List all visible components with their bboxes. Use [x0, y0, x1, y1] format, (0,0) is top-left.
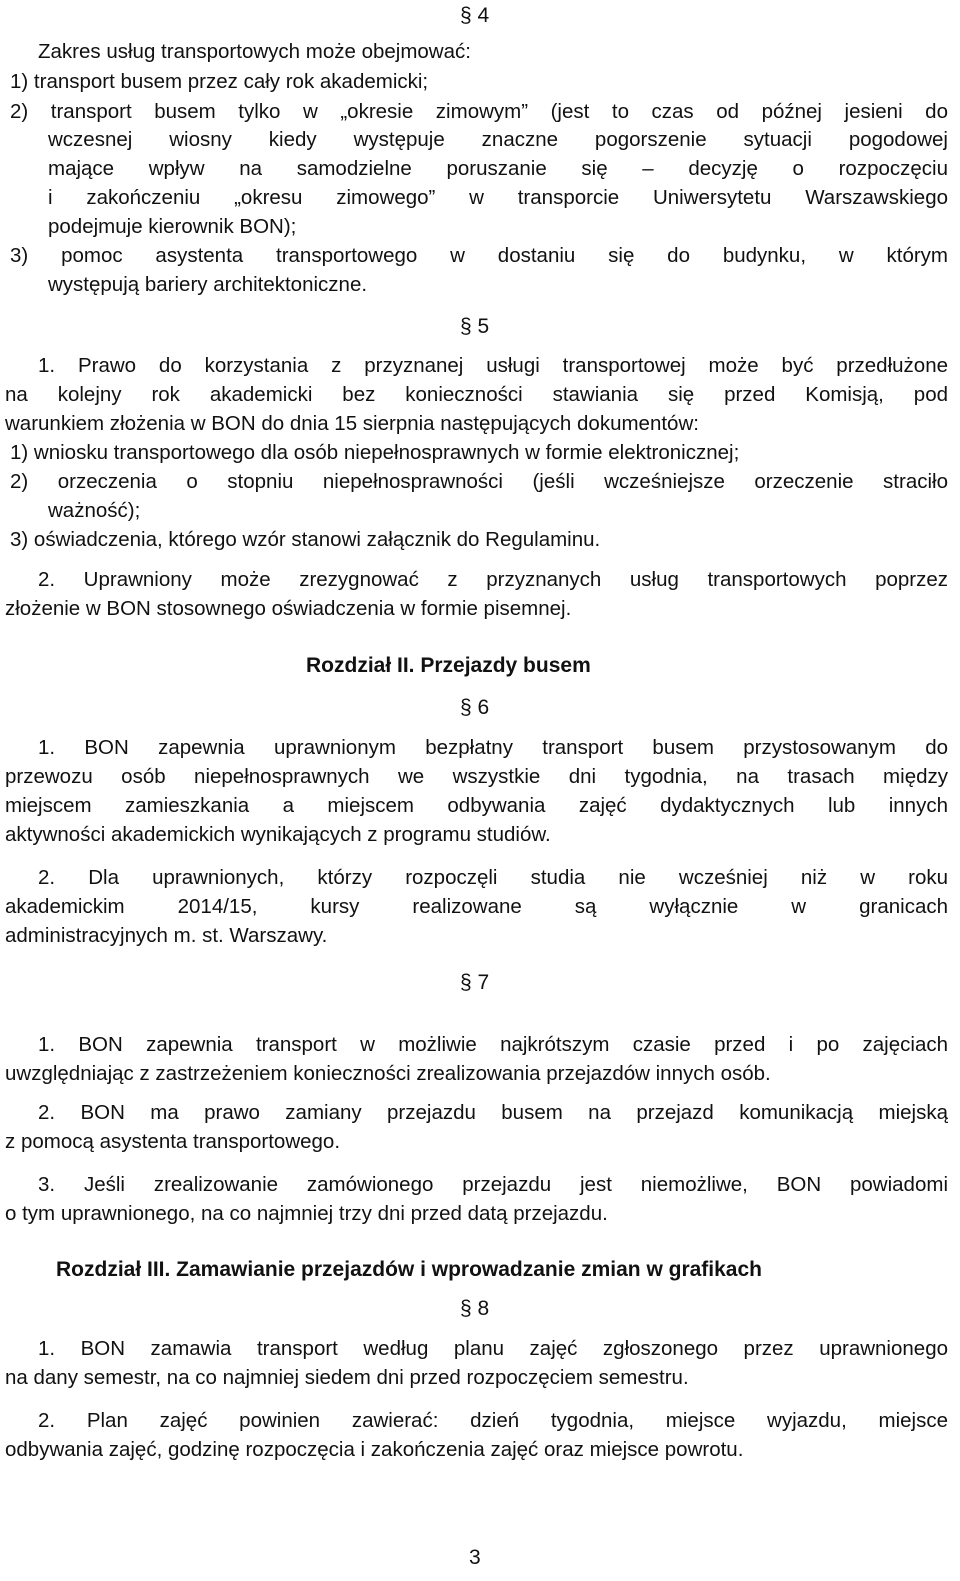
s8-p2-line-1: 2. Plan zajęć powinien zawierać: dzień tygodnia, miejsce wyjazdu, miejsce — [38, 1409, 948, 1432]
s5-item-2-line-2: ważność); — [48, 499, 141, 522]
s6-p2-line-2: akademickim 2014/15, kursy realizowane są wyłącznie w granicach — [5, 895, 948, 918]
s6-p1-line-1: 1. BON zapewnia uprawnionym bezpłatny transport busem przystosowanym do — [38, 736, 948, 759]
chapter-2-heading: Rozdział II. Przejazdy busem — [306, 654, 591, 677]
s4-item-2-line-5: podejmuje kierownik BON); — [48, 215, 297, 238]
s4-item-3-line-1: 3) pomoc asystenta transportowego w dostaniu się do budynku, w którym — [10, 244, 948, 267]
s5-p2-line-1: 2. Uprawniony może zrezygnować z przyznanych usług transportowych poprzez — [38, 568, 948, 591]
s4-item-2-line-3: mające wpływ na samodzielne poruszanie się – decyzję o rozpoczęciu — [48, 157, 948, 180]
s5-item-1: 1) wniosku transportowego dla osób niepełnosprawnych w formie elektronicznej; — [10, 441, 740, 464]
s6-p2-line-1: 2. Dla uprawnionych, którzy rozpoczęli studia nie wcześniej niż w roku — [38, 866, 948, 889]
s4-item-2-line-1: 2) transport busem tylko w „okresie zimowym” (jest to czas od późnej jesieni do — [10, 100, 948, 123]
s7-p3-line-2: o tym uprawnionego, na co najmniej trzy dni przed datą przejazdu. — [5, 1202, 608, 1225]
s7-p2-line-2: z pomocą asystenta transportowego. — [5, 1130, 341, 1153]
s4-intro: Zakres usług transportowych może obejmować: — [38, 40, 471, 63]
s5-p1-line-3: warunkiem złożenia w BON do dnia 15 sierpnia następujących dokumentów: — [5, 412, 699, 435]
s4-item-3-line-2: występują bariery architektoniczne. — [48, 273, 368, 296]
s4-item-2-line-2: wczesnej wiosny kiedy występuje znaczne pogorszenie sytuacji pogodowej — [48, 128, 948, 151]
s7-p2-line-1: 2. BON ma prawo zamiany przejazdu busem na przejazd komunikacją miejską — [38, 1101, 948, 1124]
s8-p2-line-2: odbywania zajęć, godzinę rozpoczęcia i zakończenia zajęć oraz miejsce powrotu. — [5, 1438, 744, 1461]
section-5-heading: § 5 — [460, 315, 490, 338]
s8-p1-line-2: na dany semestr, na co najmniej siedem dni przed rozpoczęciem semestru. — [5, 1366, 689, 1389]
section-8-heading: § 8 — [460, 1297, 490, 1320]
section-7-heading: § 7 — [460, 971, 490, 994]
s5-item-3: 3) oświadczenia, którego wzór stanowi załącznik do Regulaminu. — [10, 528, 601, 551]
section-4-heading: § 4 — [460, 4, 490, 27]
s5-item-2-line-1: 2) orzeczenia o stopniu niepełnosprawności (jeśli wcześniejsze orzeczenie straciło — [10, 470, 948, 493]
s8-p1-line-1: 1. BON zamawia transport według planu zajęć zgłoszonego przez uprawnionego — [38, 1337, 948, 1360]
s5-p1-line-2: na kolejny rok akademicki bez konieczności stawiania się przed Komisją, pod — [5, 383, 948, 406]
s6-p1-line-3: miejscem zamieszkania a miejscem odbywania zajęć dydaktycznych lub innych — [5, 794, 948, 817]
s7-p3-line-1: 3. Jeśli zrealizowanie zamówionego przejazdu jest niemożliwe, BON powiadomi — [38, 1173, 948, 1196]
s6-p1-line-4: aktywności akademickich wynikających z programu studiów. — [5, 823, 551, 846]
s7-p1-line-2: uwzględniając z zastrzeżeniem konieczności zrealizowania przejazdów innych osób. — [5, 1062, 771, 1085]
chapter-3-heading: Rozdział III. Zamawianie przejazdów i wprowadzanie zmian w grafikach — [56, 1258, 762, 1281]
s7-p1-line-1: 1. BON zapewnia transport w możliwie najkrótszym czasie przed i po zajęciach — [38, 1033, 948, 1056]
section-6-heading: § 6 — [460, 696, 490, 719]
page-number: 3 — [469, 1546, 481, 1569]
s6-p1-line-2: przewozu osób niepełnosprawnych we wszystkie dni tygodnia, na trasach między — [5, 765, 948, 788]
s4-item-1: 1) transport busem przez cały rok akademicki; — [10, 70, 429, 93]
s6-p2-line-3: administracyjnych m. st. Warszawy. — [5, 924, 328, 947]
s5-p1-line-1: 1. Prawo do korzystania z przyznanej usługi transportowej może być przedłużone — [38, 354, 948, 377]
s5-p2-line-2: złożenie w BON stosownego oświadczenia w formie pisemnej. — [5, 597, 572, 620]
s4-item-2-line-4: i zakończeniu „okresu zimowego” w transporcie Uniwersytetu Warszawskiego — [48, 186, 948, 209]
